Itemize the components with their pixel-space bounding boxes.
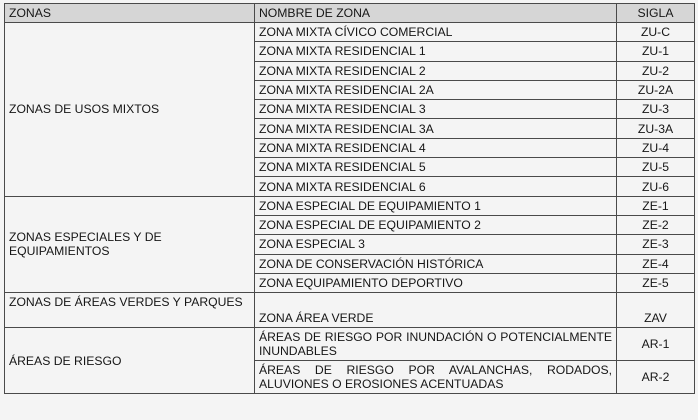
table-row	[5, 196, 695, 215]
header-row	[5, 4, 695, 23]
header-zonas: ZONAS	[5, 4, 255, 23]
header-nombre-de-zona: NOMBRE DE ZONA	[255, 4, 617, 23]
group-cell-usos-mixtos: ZONAS DE USOS MIXTOS	[5, 23, 255, 197]
zone-name-cell: ZONA MIXTA RESIDENCIAL 3	[255, 100, 617, 119]
zone-sigla-cell: ZU-3A	[617, 119, 695, 138]
zone-name-cell: ZONA MIXTA CÍVICO COMERCIAL	[255, 23, 617, 42]
zone-name-cell: ZONA ESPECIAL 3	[255, 235, 617, 254]
group-cell-areas-verdes: ZONAS DE ÁREAS VERDES Y PARQUES	[5, 293, 255, 328]
zone-name-cell: ZONA DE CONSERVACIÓN HISTÓRICA	[255, 254, 617, 273]
zonas-table	[4, 3, 695, 394]
zone-name-cell: ZONA MIXTA RESIDENCIAL 1	[255, 42, 617, 61]
zone-name-cell: ZONA MIXTA RESIDENCIAL 2A	[255, 80, 617, 99]
group-cell-especiales: ZONAS ESPECIALES Y DE EQUIPAMIENTOS	[5, 196, 255, 292]
zone-sigla-cell: AR-1	[617, 328, 695, 361]
table-row	[5, 23, 695, 42]
zone-name-cell: ÁREAS DE RIESGO POR AVALANCHAS, RODADOS, ALUVIONES O EROSIONES ACENTUADAS	[255, 361, 617, 394]
table-body	[5, 23, 695, 394]
zone-sigla-cell: ZE-1	[617, 196, 695, 215]
header-sigla: SIGLA	[617, 4, 695, 23]
zone-sigla-cell: ZU-4	[617, 138, 695, 157]
zone-sigla-cell: ZU-5	[617, 158, 695, 177]
zone-sigla-cell: ZE-2	[617, 215, 695, 234]
table-row	[5, 293, 695, 328]
zone-sigla-cell: ZU-2	[617, 61, 695, 80]
zone-name-cell: ZONA MIXTA RESIDENCIAL 2	[255, 61, 617, 80]
zone-name-cell: ZONA MIXTA RESIDENCIAL 3A	[255, 119, 617, 138]
zone-sigla-cell: ZU-2A	[617, 80, 695, 99]
zone-name-cell: ZONA MIXTA RESIDENCIAL 6	[255, 177, 617, 196]
zone-name-cell: ZONA ESPECIAL DE EQUIPAMIENTO 2	[255, 215, 617, 234]
zone-sigla-cell: ZU-3	[617, 100, 695, 119]
zone-sigla-cell: ZAV	[617, 293, 695, 328]
zone-name-cell: ÁREAS DE RIESGO POR INUNDACIÓN O POTENCIALMENTE INUNDABLES	[255, 328, 617, 361]
zone-name-cell: ZONA MIXTA RESIDENCIAL 5	[255, 158, 617, 177]
group-cell-areas-de-riesgo: ÁREAS DE RIESGO	[5, 328, 255, 394]
zone-sigla-cell: ZU-6	[617, 177, 695, 196]
zone-name-cell: ZONA EQUIPAMIENTO DEPORTIVO	[255, 273, 617, 292]
zone-name-cell: ZONA MIXTA RESIDENCIAL 4	[255, 138, 617, 157]
zone-name-cell: ZONA ESPECIAL DE EQUIPAMIENTO 1	[255, 196, 617, 215]
zone-sigla-cell: ZE-3	[617, 235, 695, 254]
zone-sigla-cell: AR-2	[617, 361, 695, 394]
table-row	[5, 328, 695, 361]
table-header	[5, 4, 695, 23]
zone-sigla-cell: ZE-5	[617, 273, 695, 292]
zone-name-cell: ZONA ÁREA VERDE	[255, 293, 617, 328]
zone-sigla-cell: ZE-4	[617, 254, 695, 273]
zone-sigla-cell: ZU-1	[617, 42, 695, 61]
zone-sigla-cell: ZU-C	[617, 23, 695, 42]
